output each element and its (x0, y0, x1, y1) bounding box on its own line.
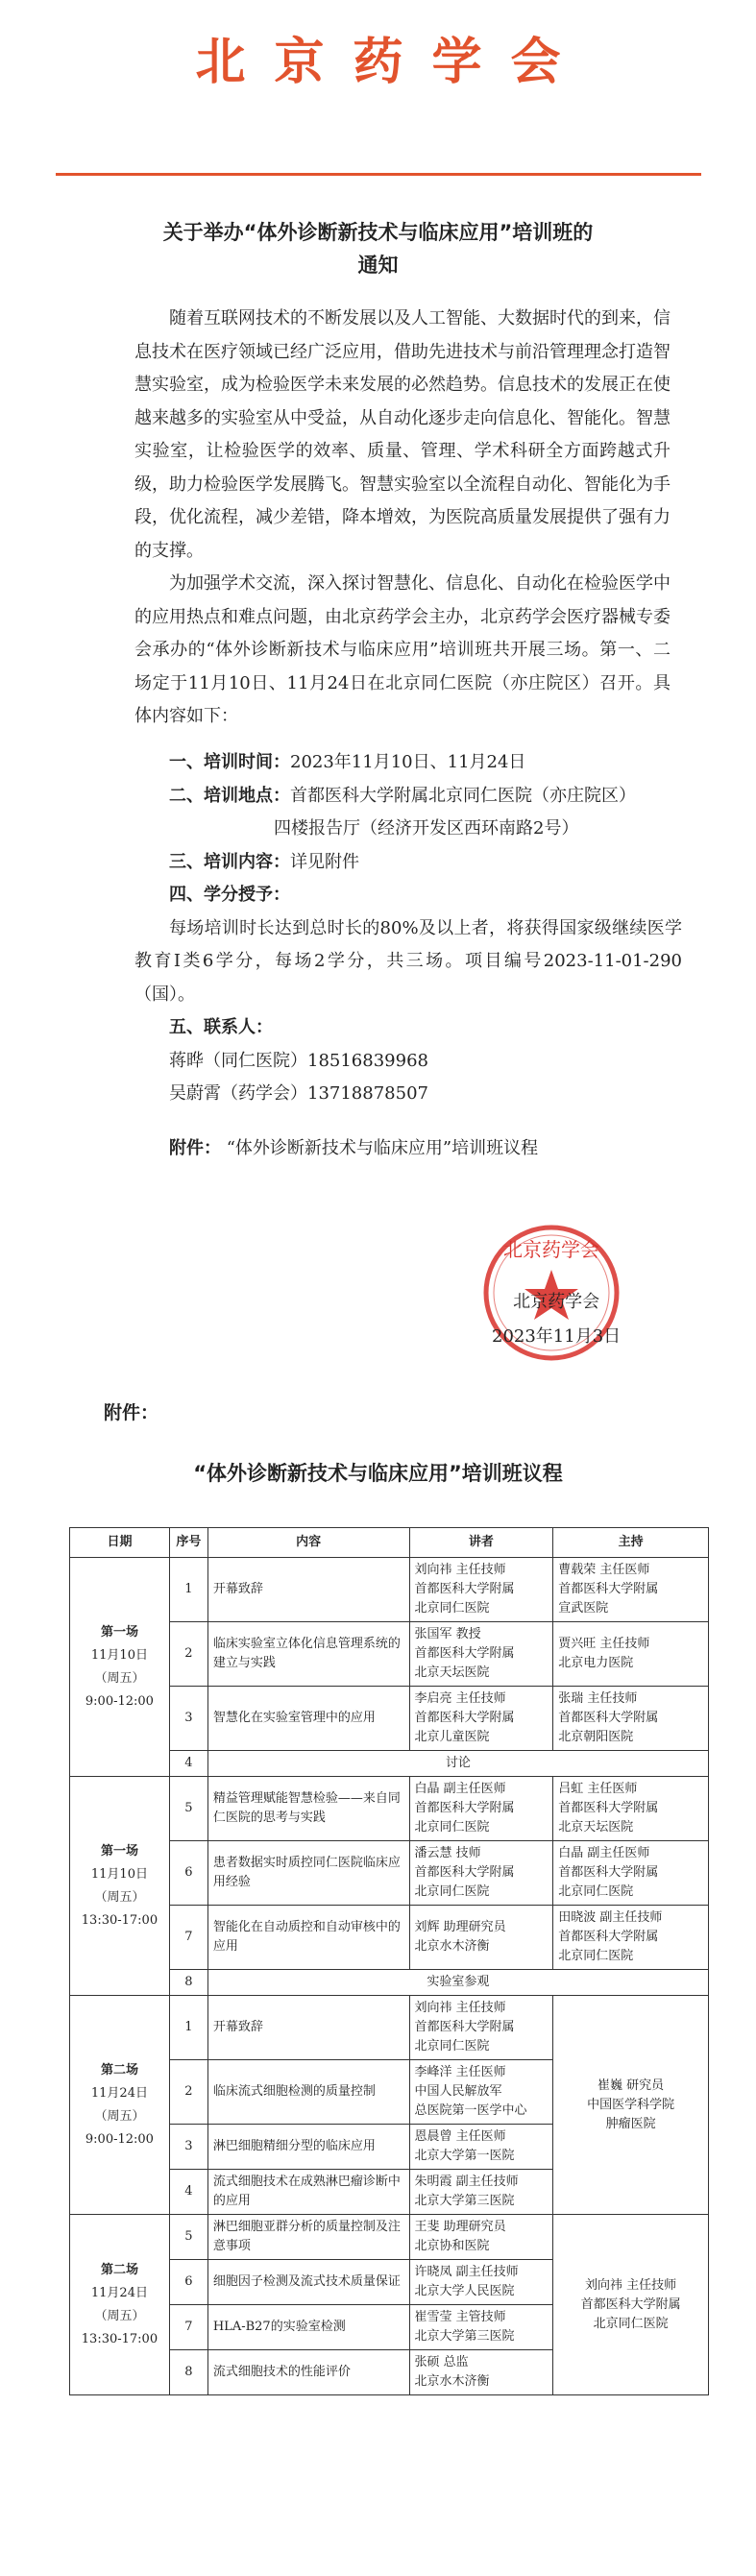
item-venue (134, 780, 682, 814)
cell-line: 首都医科大学附属 (414, 1711, 515, 1725)
notice-items (134, 746, 682, 1165)
session-weekday: （周五） (94, 2308, 145, 2323)
item-number: 7 (169, 1906, 207, 1970)
cell-line: 首都医科大学附属 (414, 1801, 515, 1815)
attachment-line (134, 1132, 682, 1166)
cell-line: 北京大学人民医院 (414, 2284, 515, 2298)
cell-line: 北京天坛医院 (558, 1820, 634, 1835)
session-time: 9:00-12:00 (85, 1693, 154, 1709)
agenda-header-row (70, 1528, 709, 1558)
session-time: 13:30-17:00 (81, 1912, 159, 1928)
paragraph-intro: 随着互联网技术的不断发展以及人工智能、大数据时代的到来，信息技术在医疗领域已经广泛应用，借助先进技术与前沿管理理念打造智慧实验室，成为检验医学未来发展的必然趋势。信息技术的发展正在使越来越多的实验室从中受益，从自动化逐步走向信息化、智能化。智慧实验室，让检验医学的效率、质量、管理、学术科研全方面跨越式升级，助力检验医学发展腾飞。智慧实验室以全流程自动化、智能化为手段，优化流程，减少差错，降本增效，为医院高质量发展提供了强有力的支撑。 (134, 308, 671, 561)
col-speaker: 讲者 (409, 1528, 553, 1558)
org-letterhead: 北京药学会 (195, 34, 590, 91)
item-number: 6 (169, 1841, 207, 1906)
cell-line: 中国医学科学院 (587, 2097, 675, 2112)
cell-line: 吕虹 主任医师 (558, 1782, 638, 1796)
cell-line: 北京大学第三医院 (414, 2329, 515, 2344)
item-host (553, 1558, 709, 1622)
session-date: 11月10日 (90, 1866, 148, 1882)
item-content: 智慧化在实验室管理中的应用 (207, 1687, 409, 1751)
item-host (553, 1841, 709, 1906)
cell-line: 北京同仁医院 (593, 2316, 669, 2331)
item-content-value: 详见附件 (290, 851, 359, 872)
signature-block (492, 1285, 621, 1354)
item-content: 讨论 (207, 1751, 708, 1777)
item-speaker (409, 2350, 553, 2395)
item-content-label: 三、培训内容： (169, 851, 290, 872)
cell-line: 北京协和医院 (414, 2239, 490, 2253)
cell-line: 刘向祎 主任技师 (414, 2001, 506, 2015)
session-name: 第一场 (100, 1624, 138, 1640)
cell-line: 北京朝阳医院 (558, 1730, 634, 1744)
item-speaker (409, 1687, 553, 1751)
item-speaker (409, 1622, 553, 1687)
item-content: 淋巴细胞亚群分析的质量控制及注意事项 (207, 2215, 409, 2260)
contact-2: 吴蔚霄（药学会）13718878507 (169, 1083, 428, 1104)
session-name: 第二场 (100, 2262, 138, 2277)
item-speaker (409, 1777, 553, 1841)
notice-title (77, 216, 679, 281)
item-speaker (409, 1558, 553, 1622)
item-content: 患者数据实时质控同仁医院临床应用经验 (207, 1841, 409, 1906)
item-speaker (409, 2215, 553, 2260)
cell-line: 中国人民解放军 (414, 2084, 502, 2099)
item-number: 8 (169, 1970, 207, 1996)
item-time (134, 746, 682, 780)
cell-line: 李启亮 主任技师 (414, 1691, 506, 1706)
agenda-row (70, 1558, 709, 1622)
session-name: 第二场 (100, 2062, 138, 2078)
session-time: 9:00-12:00 (85, 2131, 154, 2147)
item-content: 智能化在自动质控和自动审核中的应用 (207, 1906, 409, 1970)
item-speaker (409, 2125, 553, 2170)
item-content: 开幕致辞 (207, 1996, 409, 2060)
col-content: 内容 (207, 1528, 409, 1558)
item-number: 2 (169, 1622, 207, 1687)
item-number: 6 (169, 2260, 207, 2305)
col-no: 序号 (169, 1528, 207, 1558)
signature-org: 北京药学会 (513, 1292, 600, 1312)
item-number: 5 (169, 2215, 207, 2260)
cell-line: 潘云慧 技师 (414, 1846, 481, 1860)
cell-line: 白晶 副主任医师 (414, 1782, 506, 1796)
item-speaker (409, 2260, 553, 2305)
item-number: 3 (169, 1687, 207, 1751)
item-contacts-label: 五、联系人： (169, 1017, 273, 1037)
cell-line: 崔巍 研究员 (597, 2078, 665, 2093)
item-content: 细胞因子检测及流式技术质量保证 (207, 2260, 409, 2305)
cell-line: 北京儿童医院 (414, 1730, 490, 1744)
cell-line: 朱明霞 副主任技师 (414, 2175, 519, 2189)
notice-body (134, 303, 671, 734)
col-date: 日期 (70, 1528, 170, 1558)
session-date-cell (70, 1996, 170, 2215)
session-date: 11月24日 (90, 2085, 148, 2101)
agenda-row (70, 2215, 709, 2260)
cell-line: 许晓凤 副主任技师 (414, 2265, 519, 2279)
cell-line: 肿瘤医院 (605, 2116, 656, 2131)
session-time: 13:30-17:00 (81, 2331, 159, 2346)
cell-line: 首都医科大学附属 (414, 1646, 515, 1661)
notice-title-line1: 关于举办“体外诊断新技术与临床应用”培训班的 (162, 221, 594, 244)
cell-line: 北京水木济衡 (414, 1939, 490, 1954)
agenda-body (70, 1558, 709, 2395)
item-venue-value: 首都医科大学附属北京同仁医院（亦庄院区） (290, 785, 636, 806)
cell-line: 北京大学第一医院 (414, 2149, 515, 2163)
cell-line: 刘辉 助理研究员 (414, 1920, 506, 1934)
session-weekday: （周五） (94, 1889, 145, 1905)
session-host (553, 2215, 709, 2395)
cell-line: 北京同仁医院 (414, 1601, 490, 1616)
signature-date: 2023年11月3日 (492, 1326, 622, 1347)
contact-1: 蒋晔（同仁医院）18516839968 (169, 1050, 428, 1071)
notice-title-line2: 通知 (357, 254, 399, 277)
item-speaker (409, 1841, 553, 1906)
item-host (553, 1622, 709, 1687)
item-number: 5 (169, 1777, 207, 1841)
item-speaker (409, 2305, 553, 2350)
cell-line: 白晶 副主任医师 (558, 1846, 650, 1860)
cell-line: 田晓波 副主任技师 (558, 1910, 663, 1925)
cell-line: 宣武医院 (558, 1601, 609, 1616)
seal-text: 北京药学会 (503, 1238, 599, 1261)
item-number: 4 (169, 1751, 207, 1777)
item-number: 8 (169, 2350, 207, 2395)
cell-line: 北京同仁医院 (558, 1884, 634, 1899)
item-speaker (409, 1996, 553, 2060)
letterhead-rule (56, 173, 701, 176)
cell-line: 张瑞 主任技师 (558, 1691, 638, 1706)
col-host: 主持 (553, 1528, 709, 1558)
cell-line: 首都医科大学附属 (414, 1582, 515, 1596)
cell-line: 贾兴旺 主任技师 (558, 1637, 650, 1651)
cell-line: 首都医科大学附属 (558, 1582, 659, 1596)
cell-line: 张国军 教授 (414, 1627, 481, 1641)
item-content: 流式细胞技术的性能评价 (207, 2350, 409, 2395)
item-number: 2 (169, 2060, 207, 2125)
item-number: 1 (169, 1558, 207, 1622)
agenda-attachment-label: 附件： (104, 1402, 159, 1423)
cell-line: 李峰洋 主任医师 (414, 2065, 506, 2079)
item-number: 4 (169, 2170, 207, 2215)
item-host (553, 1906, 709, 1970)
cell-line: 北京天坛医院 (414, 1665, 490, 1680)
paragraph-purpose: 为加强学术交流，深入探讨智慧化、信息化、自动化在检验医学中的应用热点和难点问题，由北京药学会主办，北京药学会医疗器械专委会承办的“体外诊断新技术与临床应用”培训班共开展三场。第一、二场定于11月10日、11月24日在北京同仁医院（亦庄院区）召开。具体内容如下： (134, 573, 671, 726)
item-content: 临床流式细胞检测的质量控制 (207, 2060, 409, 2125)
cell-line: 王斐 助理研究员 (414, 2220, 506, 2234)
item-number: 7 (169, 2305, 207, 2350)
session-date-cell (70, 1558, 170, 1777)
cell-line: 张硕 总监 (414, 2355, 469, 2369)
item-host (553, 1687, 709, 1751)
attachment-value: “体外诊断新技术与临床应用”培训班议程 (226, 1137, 539, 1158)
cell-line: 首都医科大学附属 (580, 2297, 681, 2312)
session-weekday: （周五） (94, 1670, 145, 1686)
item-credits-label: 四、学分授予： (169, 885, 290, 905)
item-speaker (409, 2170, 553, 2215)
cell-line: 总医院第一医学中心 (414, 2103, 527, 2118)
item-content: HLA-B27的实验室检测 (207, 2305, 409, 2350)
cell-line: 北京水木济衡 (414, 2374, 490, 2389)
item-credits-text: 每场培训时长达到总时长的80%及以上者，将获得国家级继续医学教育I类6学分，每场2学分，共三场。项目编号2023-11-01-290（国）。 (134, 917, 682, 1005)
item-speaker (409, 1906, 553, 1970)
cell-line: 北京同仁医院 (414, 2039, 490, 2054)
cell-line: 北京电力医院 (558, 1656, 634, 1670)
session-date: 11月24日 (90, 2285, 148, 2300)
item-content: 精益管理赋能智慧检验——来自同仁医院的思考与实践 (207, 1777, 409, 1841)
cell-line: 刘向祎 主任技师 (414, 1563, 506, 1577)
cell-line: 首都医科大学附属 (558, 1801, 659, 1815)
item-venue-line2: 四楼报告厅（经济开发区西环南路2号） (274, 818, 579, 838)
session-weekday: （周五） (94, 2108, 145, 2124)
cell-line: 北京同仁医院 (414, 1820, 490, 1835)
agenda-row (70, 1996, 709, 2060)
cell-line: 首都医科大学附属 (558, 1930, 659, 1944)
attachment-label: 附件： (169, 1137, 221, 1158)
cell-line: 恩晨曾 主任医师 (414, 2129, 506, 2144)
item-content: 流式细胞技术在成熟淋巴瘤诊断中的应用 (207, 2170, 409, 2215)
item-content: 开幕致辞 (207, 1558, 409, 1622)
item-content: 实验室参观 (207, 1970, 708, 1996)
cell-line: 北京大学第三医院 (414, 2194, 515, 2208)
cell-line: 首都医科大学附属 (558, 1865, 659, 1880)
cell-line: 曹载荣 主任医师 (558, 1563, 650, 1577)
item-time-label: 一、培训时间： (169, 752, 290, 772)
session-date-cell (70, 2215, 170, 2395)
session-date-cell (70, 1777, 170, 1996)
item-time-value: 2023年11月10日、11月24日 (290, 752, 526, 772)
cell-line: 北京同仁医院 (414, 1884, 490, 1899)
item-number: 1 (169, 1996, 207, 2060)
agenda-title: “体外诊断新技术与临床应用”培训班议程 (193, 1462, 563, 1485)
item-content: 临床实验室立体化信息管理系统的建立与实践 (207, 1622, 409, 1687)
agenda-row (70, 1777, 709, 1841)
cell-line: 首都医科大学附属 (414, 2020, 515, 2034)
session-host (553, 1996, 709, 2215)
item-number: 3 (169, 2125, 207, 2170)
session-name: 第一场 (100, 1843, 138, 1859)
cell-line: 崔雪莹 主管技师 (414, 2310, 506, 2324)
agenda-table (69, 1527, 709, 2395)
session-date: 11月10日 (90, 1647, 148, 1663)
item-speaker (409, 2060, 553, 2125)
cell-line: 首都医科大学附属 (414, 1865, 515, 1880)
cell-line: 首都医科大学附属 (558, 1711, 659, 1725)
item-content (134, 846, 682, 880)
item-content: 淋巴细胞精细分型的临床应用 (207, 2125, 409, 2170)
item-host (553, 1777, 709, 1841)
cell-line: 刘向祎 主任技师 (585, 2277, 677, 2293)
item-venue-label: 二、培训地点： (169, 785, 290, 806)
cell-line: 北京同仁医院 (558, 1949, 634, 1963)
